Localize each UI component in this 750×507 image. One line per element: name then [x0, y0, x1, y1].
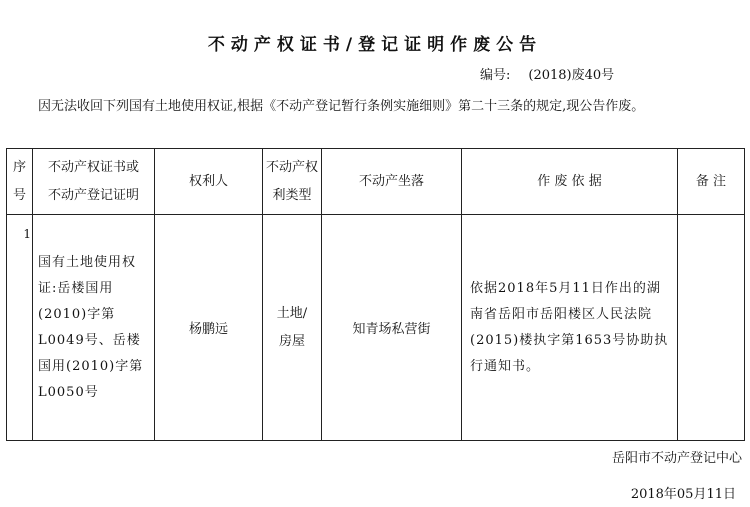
row-certificate: 国有土地使用权证:岳楼国用(2010)字第L0049号、岳楼国用(2010)字第L0050号	[33, 215, 155, 441]
issue-date: 2018年05月11日	[630, 487, 736, 502]
document-number-value: (2018)废40号	[528, 68, 615, 83]
header-remark: 备 注	[678, 149, 745, 215]
row-right-type	[263, 215, 322, 441]
table-header-row	[7, 149, 745, 215]
header-certificate-line2: 不动产登记证明	[47, 187, 139, 203]
header-location: 不动产坐落	[322, 149, 462, 215]
row-right-type-line2: 房屋	[278, 333, 305, 349]
document-number	[480, 64, 614, 83]
header-certificate-line1: 不动产权证书或	[47, 159, 139, 175]
row-basis: 依据2018年5月11日作出的湖南省岳阳市岳阳楼区人民法院(2015)楼执字第1653号协助执行通知书。	[462, 215, 678, 441]
void-notice-table	[6, 148, 745, 441]
row-right-type-line1: 土地/	[276, 305, 308, 321]
header-right-type	[263, 149, 322, 215]
header-right-type-line2: 利类型	[272, 187, 312, 203]
table-row	[7, 215, 745, 441]
issuer-name: 岳阳市不动产登记中心	[611, 451, 742, 466]
document-number-label: 编号:	[480, 68, 511, 83]
header-right-type-line1: 不动产权	[265, 159, 318, 175]
row-seq: 1	[7, 215, 33, 441]
header-holder: 权利人	[155, 149, 263, 215]
header-basis: 作 废 依 据	[462, 149, 678, 215]
notice-intro: 因无法收回下列国有土地使用权证,根据《不动产登记暂行条例实施细则》第二十三条的规定,现公告作废。	[38, 99, 645, 114]
row-location: 知青场私营街	[322, 215, 462, 441]
row-remark	[678, 215, 745, 441]
header-seq	[7, 149, 33, 215]
header-certificate	[33, 149, 155, 215]
notice-title: 不动产权证书/登记证明作废公告	[207, 35, 543, 55]
row-holder: 杨鹏远	[155, 215, 263, 441]
header-seq-line2: 号	[12, 187, 26, 203]
header-seq-line1: 序	[12, 159, 26, 175]
